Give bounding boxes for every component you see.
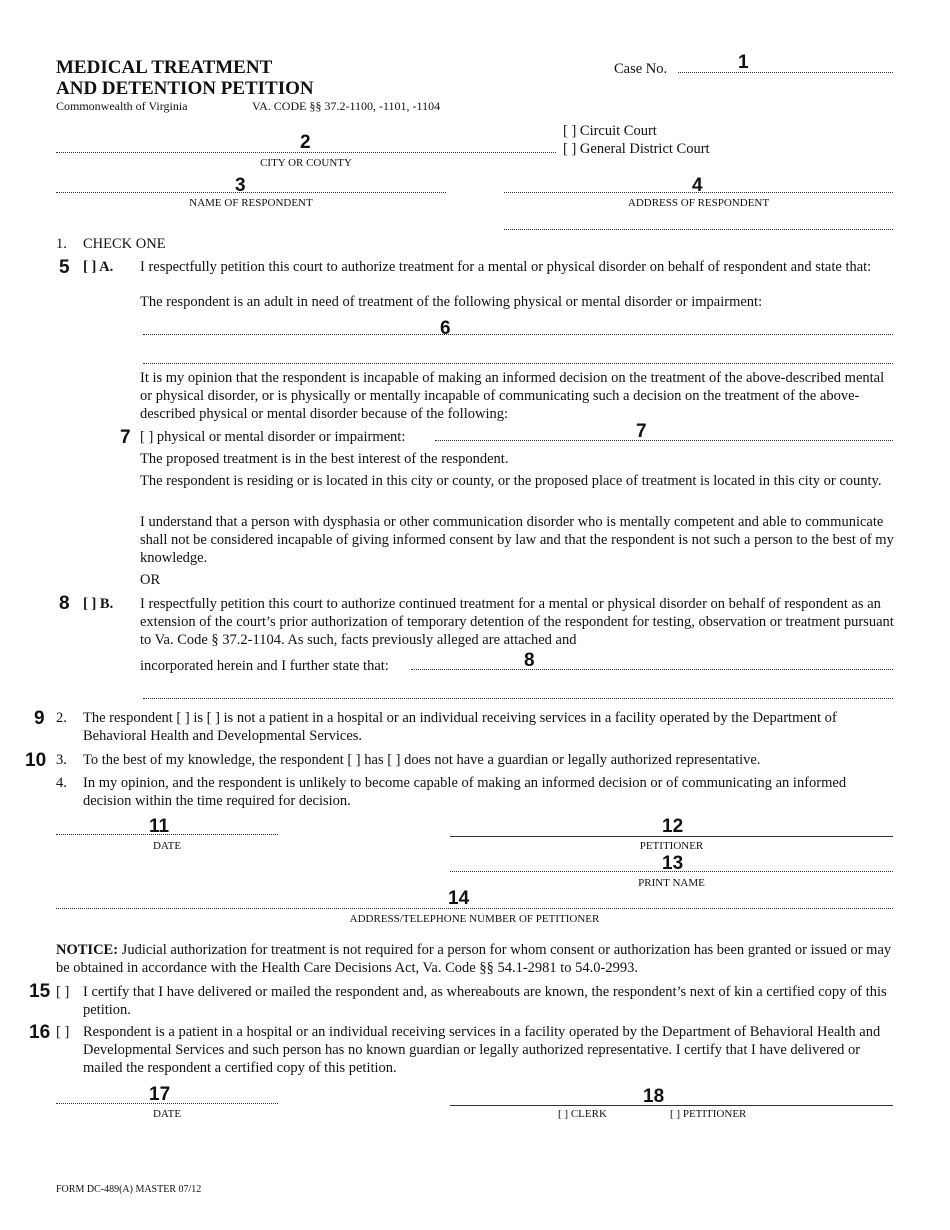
date2-label: DATE	[152, 1108, 182, 1120]
impairment-field[interactable]	[435, 440, 893, 441]
petitioner-address-field[interactable]	[56, 908, 893, 909]
section4-number: 4.	[56, 775, 67, 791]
date-label: DATE	[152, 840, 182, 852]
option-a-checkbox[interactable]: [ ] A.	[83, 259, 114, 275]
circuit-court-checkbox[interactable]: [ ] Circuit Court	[563, 123, 657, 139]
section4-text: In my opinion, and the respondent is unlikely to become capable of making an informed decision or of communicating an informed decision within the time required for decision.	[83, 775, 847, 809]
disorder-field-line1[interactable]	[143, 334, 893, 335]
section3-number: 3.	[56, 752, 67, 768]
marker-10: 10	[25, 750, 47, 771]
marker-8a: 8	[59, 593, 70, 614]
section3-text[interactable]: To the best of my knowledge, the respondent [ ] has [ ] does not have a guardian or legally authorized representative.	[83, 752, 761, 768]
petitioner2-checkbox[interactable]: [ ] PETITIONER	[670, 1108, 747, 1120]
city-county-label: CITY OR COUNTY	[260, 157, 352, 169]
disorder-field-line2[interactable]	[143, 363, 893, 364]
section2-number: 2.	[56, 710, 67, 726]
petitioner-address-label: ADDRESS/TELEPHONE NUMBER OF PETITIONER	[349, 913, 600, 925]
form-title-line1: MEDICAL TREATMENT	[56, 57, 273, 78]
marker-5: 5	[59, 257, 70, 278]
impairment-checkbox[interactable]: [ ] physical or mental disorder or impairment:	[140, 429, 406, 445]
notice-text: Judicial authorization for treatment is not required for a person for whom consent or authorization has been granted or issued or may be obtained in accordance with the Health Care Decisions Act, Va. Code §§ 54.1-2981 to 54.0-2993.	[56, 942, 892, 976]
respondent-name-label: NAME OF RESPONDENT	[189, 197, 313, 209]
check-one-label: CHECK ONE	[83, 236, 166, 252]
marker-15: 15	[29, 981, 51, 1002]
marker-3: 3	[235, 175, 246, 196]
marker-17: 17	[149, 1084, 171, 1105]
marker-4: 4	[692, 175, 703, 196]
marker-13: 13	[662, 853, 684, 874]
marker-14: 14	[448, 888, 470, 909]
marker-7b: 7	[636, 421, 647, 442]
marker-9: 9	[34, 708, 45, 729]
cert1-checkbox[interactable]: [ ]	[56, 984, 70, 1000]
option-a-opinion-text: It is my opinion that the respondent is incapable of making an informed decision on the treatment of the above-described mental or physical disorder, or is physically or mentally incapable of communicating such a decision on the treatment of the above-described physical or mental disorder because of the following:	[140, 370, 885, 422]
notice	[56, 941, 896, 977]
option-b-field-line2[interactable]	[143, 698, 893, 699]
option-a-text2: The respondent is an adult in need of treatment of the following physical or mental disorder or impairment:	[140, 294, 763, 310]
case-no-field[interactable]	[678, 72, 893, 73]
district-court-checkbox[interactable]: [ ] General District Court	[563, 141, 710, 157]
form-title-line2: AND DETENTION PETITION	[56, 78, 314, 99]
cert2-text: Respondent is a patient in a hospital or an individual receiving services in a facility operated by the Department of Behavioral Health and Developmental Services and such person has no known guardian or legally authorized representative. I certify that I have delivered or mailed the respondent a certified copy of this petition.	[83, 1024, 881, 1076]
or-label: OR	[140, 572, 161, 588]
cert2-checkbox[interactable]: [ ]	[56, 1024, 70, 1040]
state-label: Commonwealth of Virginia	[56, 99, 188, 113]
marker-7a: 7	[120, 427, 131, 448]
form-id: FORM DC-489(A) MASTER 07/12	[56, 1184, 202, 1195]
option-a-text4: The proposed treatment is in the best interest of the respondent.	[140, 451, 509, 467]
notice-heading: NOTICE:	[56, 942, 119, 958]
option-a-text5: The respondent is residing or is located in this city or county, or the proposed place of treatment is located in this city or county.	[140, 473, 882, 489]
signature2-field[interactable]	[450, 1105, 893, 1106]
petitioner-label: PETITIONER	[639, 840, 704, 852]
section2-text[interactable]: The respondent [ ] is [ ] is not a patient in a hospital or an individual receiving services in a facility operated by the Department of Behavioral Health and Developmental Services.	[83, 710, 837, 744]
print-name-label: PRINT NAME	[638, 877, 705, 889]
marker-6: 6	[440, 318, 451, 339]
option-a-text6: I understand that a person with dysphasia or other communication disorder who is mentally competent and able to communicate shall not be considered incapable of giving informed consent by law and that the respondent is not such a person to the best of my knowledge.	[140, 514, 894, 566]
marker-12: 12	[662, 816, 684, 837]
case-no-label: Case No.	[614, 61, 668, 77]
respondent-name-field[interactable]	[56, 192, 446, 193]
option-b-checkbox[interactable]: [ ] B.	[83, 596, 114, 612]
respondent-address-line2[interactable]	[504, 229, 893, 230]
marker-1: 1	[738, 52, 749, 73]
clerk-checkbox[interactable]: [ ] CLERK	[558, 1108, 607, 1120]
respondent-address-label: ADDRESS OF RESPONDENT	[627, 197, 770, 209]
option-b-text1: I respectfully petition this court to authorize continued treatment for a mental or physical disorder on behalf of respondent as an extension of the court’s prior authorization of temporary detention of the respondent for testing, observation or treatment pursuant to Va. Code § 37.2-1104. As such, facts previously alleged are attached and	[140, 596, 894, 648]
section1-number: 1.	[56, 236, 67, 252]
option-a-text1: I respectfully petition this court to authorize treatment for a mental or physical disorder on behalf of respondent and state that:	[140, 259, 872, 275]
marker-16: 16	[29, 1022, 51, 1043]
option-b-text2: incorporated herein and I further state that:	[140, 658, 389, 674]
marker-18: 18	[643, 1086, 665, 1107]
marker-2: 2	[300, 132, 311, 153]
cert1-text: I certify that I have delivered or mailed the respondent and, as whereabouts are known, the respondent’s next of kin a certified copy of this petition.	[83, 984, 887, 1018]
marker-8b: 8	[524, 650, 535, 671]
code-label: VA. CODE §§ 37.2-1100, -1101, -1104	[252, 99, 441, 113]
option-b-field-line1[interactable]	[411, 669, 893, 670]
marker-11: 11	[149, 816, 170, 837]
